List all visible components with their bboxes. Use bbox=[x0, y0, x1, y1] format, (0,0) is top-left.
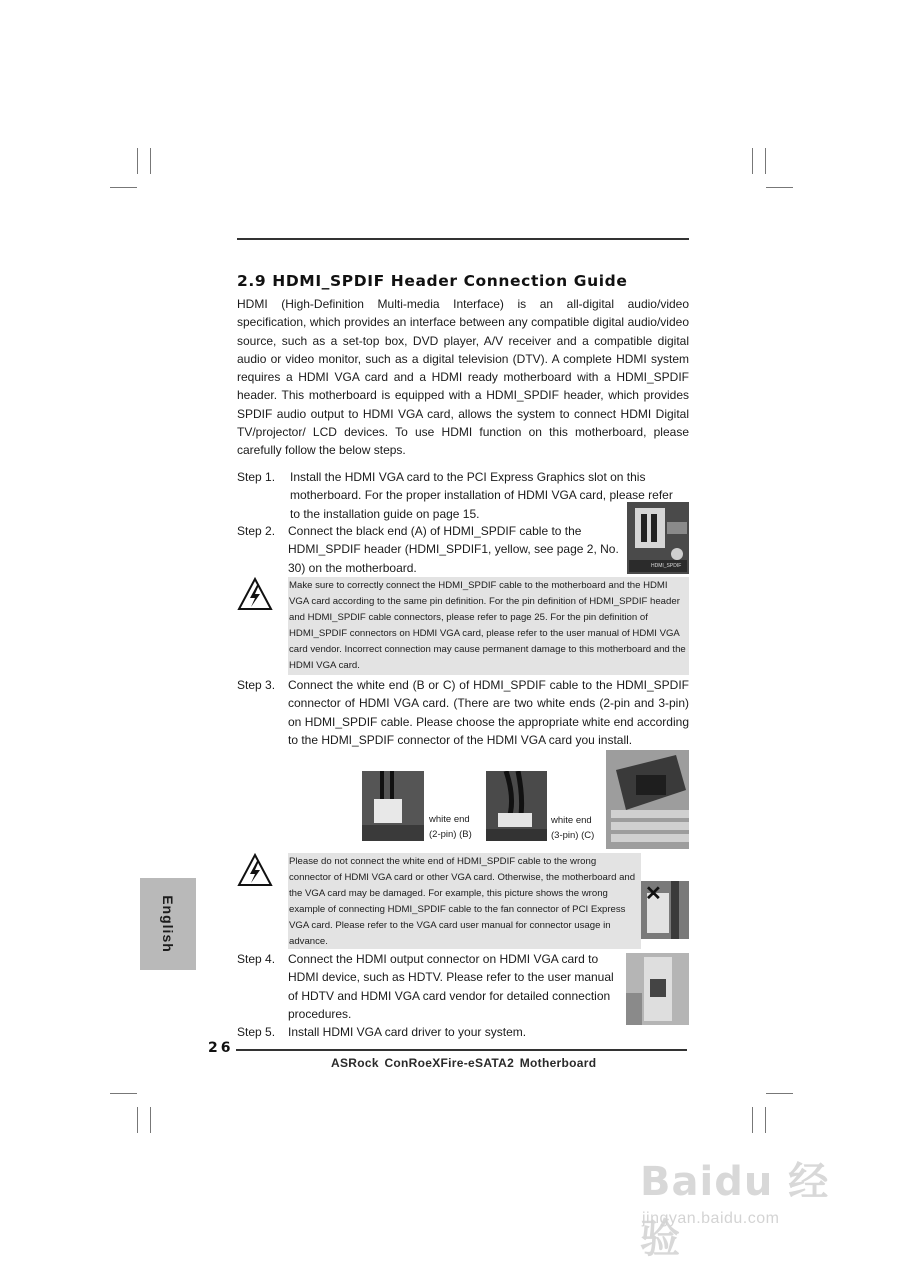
white-end-b-graphic bbox=[362, 771, 424, 841]
vga-card-graphic bbox=[606, 750, 689, 849]
warning-2 bbox=[237, 853, 689, 949]
step-text: Install the HDMI VGA card to the PCI Express Graphics slot on this motherboard. For the proper installation of HDMI VGA card, please refer to the installation guide on page 15. bbox=[290, 470, 673, 521]
watermark-url: jingyan.baidu.com bbox=[642, 1210, 780, 1227]
vga-card-photo bbox=[606, 750, 689, 849]
caption-line: white end bbox=[551, 815, 592, 826]
warning-box: Make sure to correctly connect the HDMI_SPDIF cable to the motherboard and the HDMI VGA card according to the same pin definition. For the pin definition of HDMI_SPDIF header and HDMI_SPDIF cable connectors, please refer to page 25. For the pin definition of HDMI_SPDIF connectors on HDMI VGA card, please refer to the user manual of HDMI VGA card vendor. Incorrect connection may cause permanent damage to this motherboard and the HDMI VGA card. bbox=[288, 577, 689, 675]
crop-mark bbox=[765, 1107, 766, 1133]
step-text: Install HDMI VGA card driver to your system. bbox=[288, 1025, 527, 1039]
crop-mark bbox=[766, 187, 793, 188]
footer-title: ASRock ConRoeXFire-eSATA2 Motherboard bbox=[331, 1056, 597, 1070]
warning-triangle-icon bbox=[237, 577, 273, 611]
warning-box: Please do not connect the white end of HDMI_SPDIF cable to the wrong connector of HDMI VGA card or other VGA card. Otherwise, the motherboard and the VGA card may be damaged. For example, this picture shows the wrong example of connecting HDMI_SPDIF cable to the fan connector of PCI Express VGA card. Please refer to the VGA card user manual for connector usage in advance. bbox=[288, 853, 641, 949]
caption-line: (3-pin) (C) bbox=[551, 830, 595, 841]
crop-mark bbox=[110, 187, 137, 188]
hdmi-spdif-header-photo bbox=[627, 502, 689, 574]
step-number: Step 4. bbox=[237, 952, 276, 966]
step-4 bbox=[237, 950, 689, 1024]
crop-mark bbox=[765, 148, 766, 174]
crop-mark bbox=[150, 148, 151, 174]
step-number: Step 1. bbox=[237, 470, 276, 484]
step-text: Connect the HDMI output connector on HDMI VGA card to HDMI device, such as HDTV. Please refer to the user manual of HDTV and HDMI VGA card vendor for detailed connection procedures. bbox=[288, 952, 614, 1021]
step-number: Step 3. bbox=[237, 678, 276, 692]
crop-mark bbox=[137, 1107, 138, 1133]
step-number: Step 5. bbox=[237, 1025, 276, 1039]
crop-mark bbox=[150, 1107, 151, 1133]
watermark-brand: Baidu 经验 bbox=[640, 1159, 830, 1262]
crop-mark bbox=[752, 148, 753, 174]
watermark bbox=[640, 1150, 870, 1262]
header-rule bbox=[237, 238, 689, 240]
white-end-2pin-photo bbox=[362, 771, 424, 841]
side-tab-label: English bbox=[160, 895, 176, 953]
language-side-tab bbox=[140, 878, 196, 970]
intro-paragraph: HDMI (High-Definition Multi-media Interface) is an all-digital audio/video specification, which provides an interface between any compatible digital audio/video source, such as a set-top box, DVD player, A/V receiver and a compatible digital audio or video monitor, such as a digital television (DTV). A complete HDMI system requires a HDMI VGA card and a HDMI ready motherboard with a HDMI_SPDIF header. This motherboard is equipped with a HDMI_SPDIF header, which provides SPDIF audio output to HDMI VGA card, allows the system to connect HDMI Digital TV/projector/ LCD devices. To use HDMI function on this motherboard, please carefully follow the below steps. bbox=[237, 297, 689, 458]
warning-triangle-icon bbox=[237, 853, 273, 887]
wrong-x-icon: ✕ bbox=[645, 883, 662, 905]
white-end-c-graphic bbox=[486, 771, 547, 841]
white-end-3pin-photo bbox=[486, 771, 547, 841]
footer-rule bbox=[236, 1049, 687, 1051]
crop-mark bbox=[766, 1093, 793, 1094]
header-photo-label: HDMI_SPDIF bbox=[651, 563, 682, 569]
step-2 bbox=[237, 522, 689, 578]
hdmi-output-photo bbox=[626, 953, 689, 1025]
step-3 bbox=[237, 676, 689, 750]
crop-mark bbox=[752, 1107, 753, 1133]
hdmi-output-graphic bbox=[626, 953, 689, 1025]
caption-white-end-c bbox=[551, 813, 594, 843]
warning-1 bbox=[237, 577, 689, 675]
crop-mark bbox=[110, 1093, 137, 1094]
step-1 bbox=[237, 468, 689, 524]
section-title: 2.9 HDMI_SPDIF Header Connection Guide bbox=[237, 272, 628, 290]
step-number: Step 2. bbox=[237, 524, 276, 538]
step-text: Connect the white end (B or C) of HDMI_SPDIF cable to the HDMI_SPDIF connector of HDMI VGA card. (There are two white ends (2-pin and 3-pin) on HDMI_SPDIF cable. Please choose the appropriate white end according to the HDMI_SPDIF connector of the HDMI VGA card you install. bbox=[288, 678, 689, 747]
step-5 bbox=[237, 1023, 689, 1043]
crop-mark bbox=[137, 148, 138, 174]
caption-line: white end bbox=[429, 814, 470, 825]
page-number: 26 bbox=[208, 1040, 234, 1056]
step-text: Connect the black end (A) of HDMI_SPDIF cable to the HDMI_SPDIF header (HDMI_SPDIF1, yellow, see page 2, No. 30) on the motherboard. bbox=[288, 524, 619, 575]
caption-line: (2-pin) (B) bbox=[429, 829, 472, 840]
caption-white-end-b bbox=[429, 812, 472, 842]
